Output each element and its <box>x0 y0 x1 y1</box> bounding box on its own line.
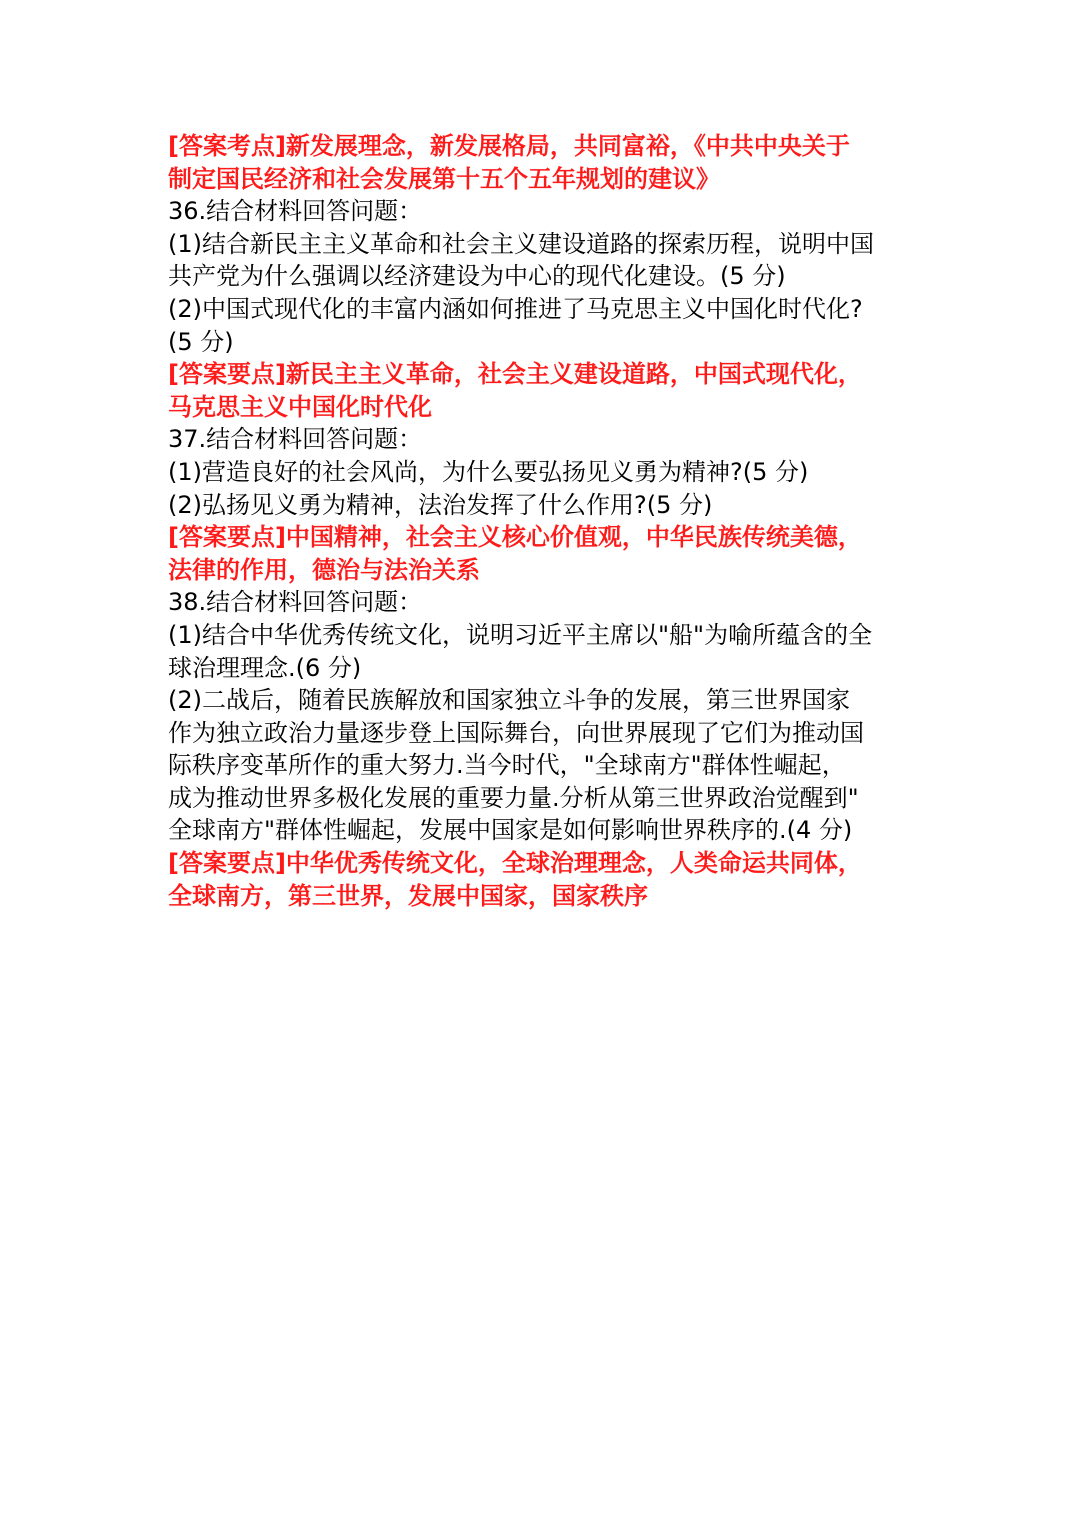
question-38-part-2-line-4: 成为推动世界多极化发展的重要力量.分析从第三世界政治觉醒到" <box>168 783 859 812</box>
answer-keypoints-35-line-2: 制定国民经济和社会发展第十五个五年规划的建议》 <box>168 164 720 193</box>
question-38-part-2-line-1: (2)二战后，随着民族解放和国家独立斗争的发展，第三世界国家 <box>168 686 850 715</box>
answer-keypoints-35-line-1: [答案考点]新发展理念，新发展格局，共同富裕，《中共中央关于 <box>168 132 850 160</box>
question-38-part-2-line-3: 际秩序变革所作的重大努力.当今时代，"全球南方"群体性崛起， <box>168 751 846 780</box>
answer-keypoints-38-line-1: [答案要点]中华优秀传统文化，全球治理理念，人类命运共同体， <box>168 849 862 878</box>
question-37-part-1: (1)营造良好的社会风尚，为什么要弘扬见义勇为精神?(5 分) <box>168 457 809 486</box>
answer-keypoints-37-line-2: 法律的作用，德治与法治关系 <box>168 555 480 584</box>
question-38-part-2-line-5: 全球南方"群体性崛起，发展中国家是如何影响世界秩序的.(4 分) <box>168 816 853 845</box>
question-38-part-2-line-2: 作为独立政治力量逐步登上国际舞台，向世界展现了它们为推动国 <box>168 718 864 747</box>
question-36-part-1-line-1: (1)结合新民主主义革命和社会主义建设道路的探索历程，说明中国 <box>168 229 874 258</box>
question-36-part-2-line-2: (5 分) <box>168 327 234 356</box>
answer-keypoints-37-line-1: [答案要点]中国精神，社会主义核心价值观，中华民族传统美德， <box>168 523 862 552</box>
question-37-part-2: (2)弘扬见义勇为精神，法治发挥了什么作用?(5 分) <box>168 490 713 519</box>
question-36-part-2-line-1: (2)中国式现代化的丰富内涵如何推进了马克思主义中国化时代化? <box>168 294 863 323</box>
answer-keypoints-38-line-2: 全球南方，第三世界，发展中国家，国家秩序 <box>168 881 648 910</box>
question-38-part-1-line-2: 球治理理念.(6 分) <box>168 653 362 682</box>
question-38-heading: 38.结合材料回答问题： <box>168 588 423 617</box>
answer-keypoints-36-line-1: [答案要点]新民主主义革命，社会主义建设道路，中国式现代化， <box>168 360 862 389</box>
question-36-heading: 36.结合材料回答问题： <box>168 197 423 226</box>
question-38-part-1-line-1: (1)结合中华优秀传统文化，说明习近平主席以"船"为喻所蕴含的全 <box>168 620 873 649</box>
answer-keypoints-36-line-2: 马克思主义中国化时代化 <box>168 392 432 421</box>
question-36-part-1-line-2: 共产党为什么强调以经济建设为中心的现代化建设。(5 分) <box>168 262 786 291</box>
document-page <box>168 130 920 912</box>
question-37-heading: 37.结合材料回答问题： <box>168 425 423 454</box>
